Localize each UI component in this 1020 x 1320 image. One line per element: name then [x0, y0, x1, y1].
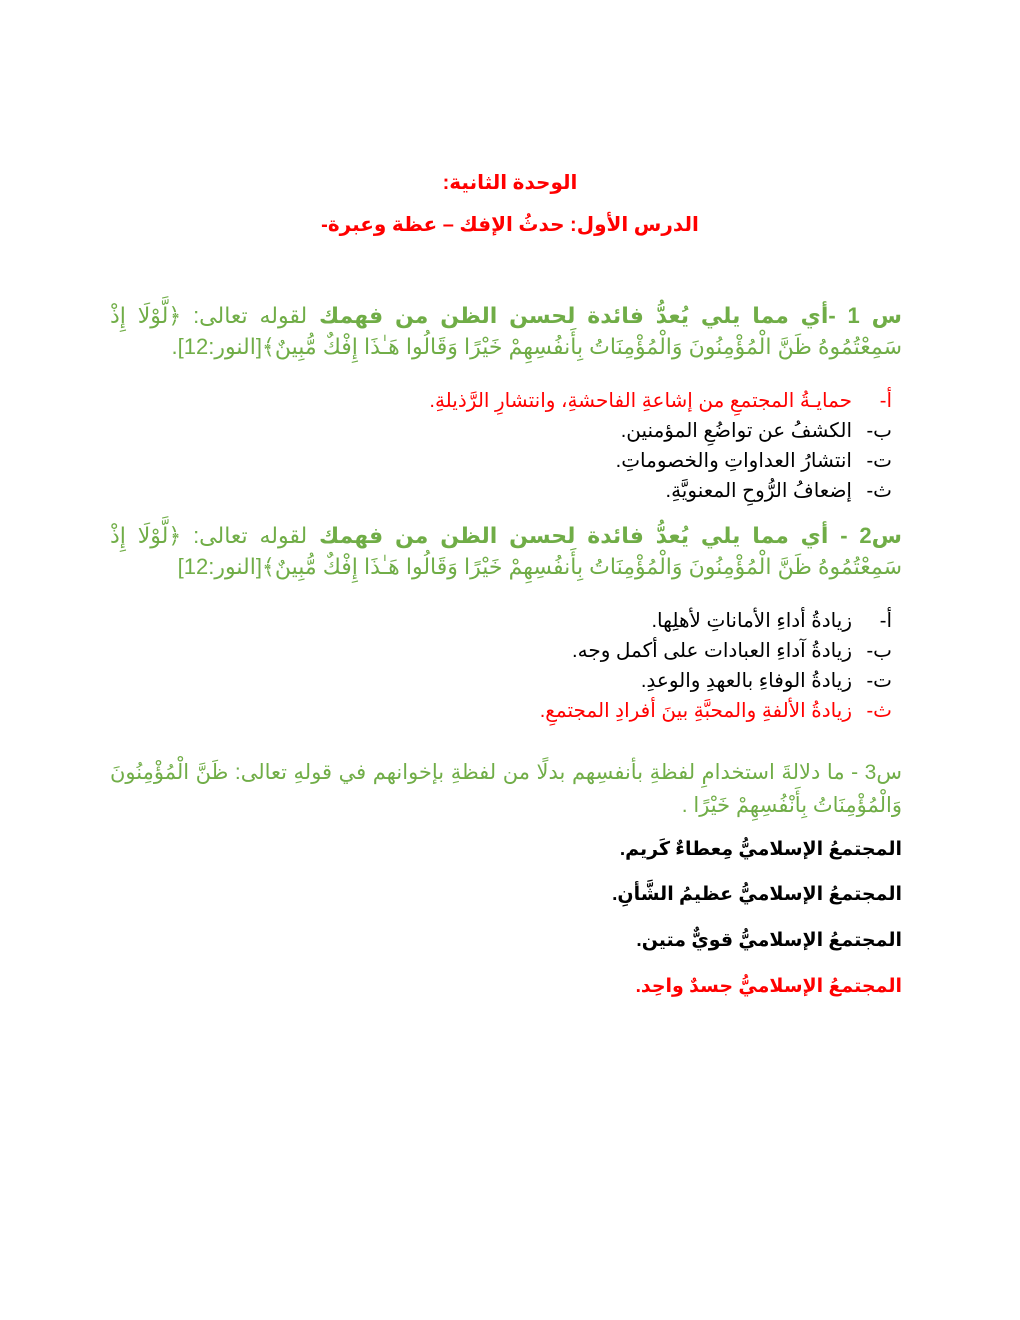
question-1-options [429, 386, 892, 506]
option-text: الكشفُ عن تواضُعِ المؤمنين. [620, 420, 852, 442]
option-text: إضعافُ الرُّوحِ المعنويَّةِ. [665, 480, 852, 502]
option-letter: ث- [866, 700, 892, 722]
question-3 [110, 756, 902, 822]
question-2 [110, 520, 902, 582]
question-2-verse: لقوله تعالى: ﴿لَّوْلَا إِذْ سَمِعْتُمُوهُ ظَنَّ الْمُؤْمِنُونَ وَالْمُؤْمِنَاتُ بِأَنفُسِهِمْ خَيْرًا وَقَالُوا هَـٰذَا إِفْكٌ مُّبِينٌ﴾[النور:12] [110, 523, 902, 579]
question-1 [110, 300, 902, 362]
option-letter: ب- [866, 640, 892, 662]
q2-option-d [540, 696, 892, 726]
q1-option-d [429, 476, 892, 506]
lesson-title: الدرس الأول: حدثُ الإفك – عظة وعبرة- [321, 214, 699, 236]
option-text: زيادةُ الوفاءِ بالعهدِ والوعدِ. [640, 670, 852, 692]
q3-answer-3: المجتمعُ الإسلاميُّ قويٌّ متين. [636, 930, 902, 951]
question-3-text: ما دلالةَ استخدامِ لفظةِ بأنفسِهم بدلًا من لفظةِ بإخوانهم في قولهِ تعالى: ظَنَّ الْمُؤْمِنُونَ وَالْمُؤْمِنَاتُ بِأَنْفُسِهِمْ خَيْرًا . [110, 761, 902, 817]
question-3-number: س3 - [851, 761, 902, 784]
option-letter: ب- [866, 420, 892, 442]
question-2-options [540, 606, 892, 726]
q1-option-b [429, 416, 892, 446]
q3-answer-1: المجتمعُ الإسلاميُّ مِعطاءٌ كَريم. [619, 839, 902, 860]
option-text: زيادةُ الألفةِ والمحبَّةِ بينَ أفرادِ المجتمعِ. [539, 700, 852, 722]
question-1-number: س 1 - [828, 303, 902, 328]
question-2-text: أي مما يلي يُعدُّ فائدة لحسن الظن من فهمك [319, 523, 841, 548]
q1-option-c [429, 446, 892, 476]
option-text: حمايـةُ المجتمعِ من إشاعةِ الفاحشةِ، وانتشارِ الرَّذيلةِ. [429, 390, 852, 412]
option-text: انتشارُ العداواتِ والخصوماتِ. [615, 450, 852, 472]
option-letter: أ- [879, 610, 892, 632]
option-text: زيادةُ آداءِ العبادات على أكمل وجه. [572, 640, 852, 662]
unit-title: الوحدة الثانية: [442, 172, 578, 194]
q2-option-b [540, 636, 892, 666]
q2-option-a [540, 606, 892, 636]
q1-option-a [429, 386, 892, 416]
q3-answer-4: المجتمعُ الإسلاميُّ جسدٌ واحِد. [635, 976, 902, 997]
question-1-verse: لقوله تعالى: ﴿لَّوْلَا إِذْ سَمِعْتُمُوهُ ظَنَّ الْمُؤْمِنُونَ وَالْمُؤْمِنَاتُ بِأَنفُسِهِمْ خَيْرًا وَقَالُوا هَـٰذَا إِفْكٌ مُّبِينٌ﴾[النور:12]. [110, 303, 902, 359]
option-letter: أ- [879, 390, 892, 412]
q3-answer-2: المجتمعُ الإسلاميُّ عظيمُ الشَّأنِ. [612, 884, 902, 905]
question-2-number: س2 - [840, 523, 902, 548]
q2-option-c [540, 666, 892, 696]
question-1-text: أي مما يلي يُعدُّ فائدة لحسن الظن من فهمك [319, 303, 829, 328]
option-letter: ت- [866, 670, 892, 692]
option-letter: ث- [866, 480, 892, 502]
option-letter: ت- [866, 450, 892, 472]
option-text: زيادةُ أداءِ الأماناتِ لأهلِها. [651, 610, 852, 632]
